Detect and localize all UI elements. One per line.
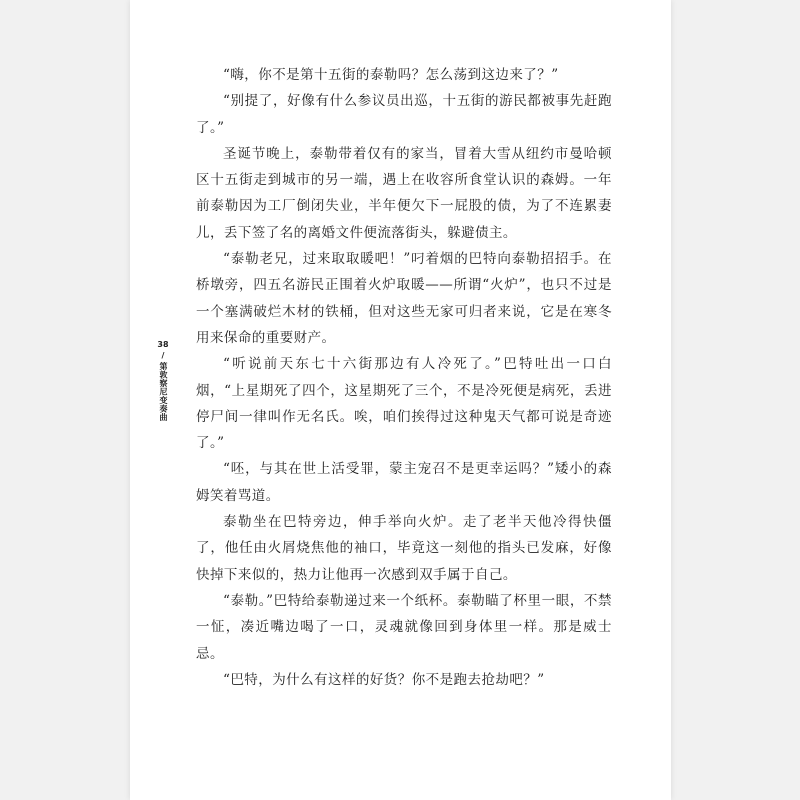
book-page bbox=[130, 0, 671, 800]
paragraph: “巴特，为什么有这样的好货？你不是跑去抢劫吧？” bbox=[223, 671, 545, 688]
body-text bbox=[196, 62, 612, 693]
paragraph: 圣诞节晚上，泰勒带着仅有的家当，冒着大雪从纽约市曼哈顿区十五街走到城市的另一端，遇上在收容所食堂认识的森姆。一年前泰勒因为工厂倒闭失业，半年便欠下一屁股的债，为了不连累妻儿，丢下签了名的离婚文件便流落街头，躲避债主。 bbox=[196, 145, 612, 241]
page-margin-info bbox=[156, 340, 170, 422]
paragraph: “呸，与其在世上活受罪，蒙主宠召不是更幸运吗？”矮小的森姆笑着骂道。 bbox=[196, 461, 612, 504]
paragraph: “泰勒。”巴特给泰勒递过来一个纸杯。泰勒瞄了杯里一眼，不禁一怔，凑近嘴边喝了一口，灵魂就像回到身体里一样。那是威士忌。 bbox=[196, 592, 612, 662]
paragraph: “听说前天东七十六街那边有人冷死了。”巴特吐出一口白烟，“上星期死了四个，这星期死了三个，不是冷死便是病死，丢进停尸间一律叫作无名氏。唉，咱们挨得过这种鬼天气都可说是奇迹了。” bbox=[196, 356, 612, 452]
paragraph: “嗨，你不是第十五街的泰勒吗？怎么荡到这边来了？” bbox=[223, 67, 559, 83]
paragraph: “别提了，好像有什么参议员出巡，十五街的游民都被事先赶跑了。” bbox=[196, 93, 612, 136]
margin-separator: / bbox=[161, 351, 165, 360]
page-number: 38 bbox=[157, 340, 169, 349]
running-book-title: 第敦察尼变奏曲 bbox=[159, 362, 168, 422]
paragraph: “泰勒老兄，过来取取暖吧！”叼着烟的巴特向泰勒招招手。在桥墩旁，四五名游民正围着火炉取暖——所谓“火炉”，也只不过是一个塞满破烂木材的铁桶，但对这些无家可归者来说，它是在寒冬用来保命的重要财产。 bbox=[196, 251, 612, 346]
paragraph: 泰勒坐在巴特旁边，伸手举向火炉。走了老半天他冷得快僵了，他任由火屑烧焦他的袖口，毕竟这一刻他的指头已发麻，好像快掉下来似的，热力让他再一次感到双手属于自己。 bbox=[196, 514, 612, 583]
